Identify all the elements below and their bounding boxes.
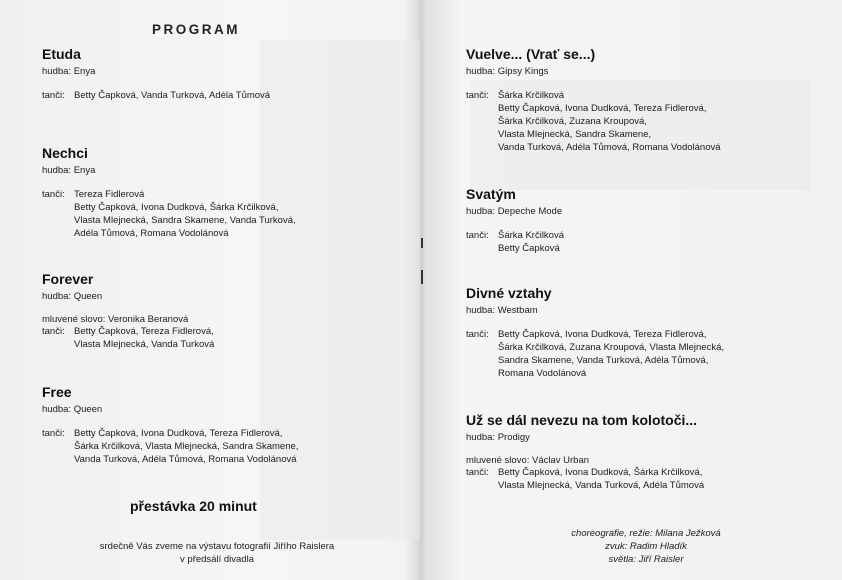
piece-dancers bbox=[466, 229, 826, 255]
piece-music: hudba: Enya bbox=[42, 66, 96, 77]
piece-dancers bbox=[466, 89, 826, 154]
piece-speaker: mluvené slovo: Václav Urban bbox=[466, 455, 590, 466]
dancers-label: tanči: bbox=[42, 326, 65, 337]
dancers-line: Betty Čapková, Ivona Dudková, Šárka Krčilková, bbox=[74, 202, 279, 213]
piece-speaker: mluvené slovo: Veronika Beranová bbox=[42, 314, 189, 325]
piece-dancers bbox=[42, 325, 402, 351]
piece-etuda bbox=[42, 46, 402, 102]
piece-dancers bbox=[466, 466, 826, 492]
piece-title: Svatým bbox=[466, 186, 516, 202]
piece-music: hudba: Queen bbox=[42, 291, 103, 302]
dancers-line: Vanda Turková, Adéla Tůmová, Romana Vodolánová bbox=[74, 454, 297, 465]
piece-music: hudba: Westbam bbox=[466, 305, 538, 316]
piece-free bbox=[42, 384, 402, 466]
dancers-line: Šárka Krčilková bbox=[498, 230, 564, 241]
spine-mark bbox=[421, 270, 423, 284]
invitation-line: v předsálí divadla bbox=[180, 554, 254, 565]
dancers-line: Betty Čapková bbox=[498, 243, 560, 254]
dancers-line: Vanda Turková, Adéla Tůmová, Romana Vodolánová bbox=[498, 142, 721, 153]
dancers-label: tanči: bbox=[466, 329, 489, 340]
exhibition-invitation bbox=[42, 540, 392, 566]
piece-music: hudba: Depeche Mode bbox=[466, 206, 563, 217]
piece-nechci bbox=[42, 145, 402, 240]
dancers-line: Šárka Krčilková bbox=[498, 90, 564, 101]
dancers-line: Sandra Skamene, Vanda Turková, Adéla Tůmová, bbox=[498, 355, 709, 366]
piece-dancers bbox=[42, 427, 402, 466]
piece-dancers bbox=[466, 328, 826, 380]
dancers-label: tanči: bbox=[466, 467, 489, 478]
piece-music: hudba: Prodigy bbox=[466, 432, 530, 443]
piece-title: Vuelve... (Vrať se...) bbox=[466, 46, 596, 62]
dancers-label: tanči: bbox=[42, 428, 65, 439]
dancers-line: Romana Vodolánová bbox=[498, 368, 587, 379]
dancers-label: tanči: bbox=[466, 90, 489, 101]
piece-dancers bbox=[42, 188, 402, 240]
piece-vuelve bbox=[466, 46, 826, 154]
dancers-label: tanči: bbox=[466, 230, 489, 241]
piece-music: hudba: Gipsy Kings bbox=[466, 66, 549, 77]
credit-line: zvuk: Radim Hladík bbox=[605, 541, 687, 552]
production-credits bbox=[466, 527, 826, 566]
dancers-line: Betty Čapková, Ivona Dudková, Šárka Krčilková, bbox=[498, 467, 703, 478]
dancers-line: Vlasta Mlejnecká, Sandra Skamene, Vanda Turková, bbox=[74, 215, 296, 226]
piece-title: Divné vztahy bbox=[466, 285, 552, 301]
spine-mark bbox=[421, 238, 423, 248]
dancers-label: tanči: bbox=[42, 189, 65, 200]
dancers-line: Šárka Krčilková, Zuzana Kroupová, bbox=[498, 116, 647, 127]
dancers-line: Šárka Krčilková, Vlasta Mlejnecká, Sandra Skamene, bbox=[74, 441, 299, 452]
piece-title: Forever bbox=[42, 271, 94, 287]
program-title: PROGRAM bbox=[152, 22, 240, 37]
dancers-line: Adéla Tůmová, Romana Vodolánová bbox=[74, 228, 229, 239]
piece-svatym bbox=[466, 186, 826, 255]
intermission: přestávka 20 minut bbox=[130, 498, 257, 514]
dancers-line: Betty Čapková, Ivona Dudková, Tereza Fidlerová, bbox=[498, 329, 707, 340]
piece-music: hudba: Queen bbox=[42, 404, 103, 415]
piece-title: Etuda bbox=[42, 46, 81, 62]
dancers-line: Betty Čapková, Vanda Turková, Adéla Tůmová bbox=[74, 90, 271, 101]
invitation-line: srdečně Vás zveme na výstavu fotografií Jiřího Raislera bbox=[99, 541, 335, 552]
dancers-line: Šárka Krčilková, Zuzana Kroupová, Vlasta Mlejnecká, bbox=[498, 342, 724, 353]
piece-title: Nechci bbox=[42, 145, 88, 161]
dancers-line: Betty Čapková, Tereza Fidlerová, bbox=[74, 326, 214, 337]
credit-line: světla: Jiří Raisler bbox=[608, 554, 684, 565]
piece-title: Už se dál nevezu na tom kolotoči... bbox=[466, 412, 698, 428]
piece-dancers bbox=[42, 89, 402, 102]
credit-line: choreografie, režie: Milana Ježková bbox=[571, 528, 721, 539]
dancers-line: Vlasta Mlejnecká, Sandra Skamene, bbox=[498, 129, 652, 140]
dancers-line: Betty Čapková, Ivona Dudková, Tereza Fidlerová, bbox=[74, 428, 283, 439]
dancers-label: tanči: bbox=[42, 90, 65, 101]
left-page bbox=[42, 0, 402, 580]
dancers-line: Betty Čapková, Ivona Dudková, Tereza Fidlerová, bbox=[498, 103, 707, 114]
dancers-line: Vlasta Mlejnecká, Vanda Turková bbox=[74, 339, 215, 350]
right-page bbox=[466, 0, 826, 580]
dancers-line: Tereza Fidlerová bbox=[74, 189, 145, 200]
piece-kolotoc bbox=[466, 412, 826, 492]
piece-forever bbox=[42, 271, 402, 351]
dancers-line: Vlasta Mlejnecká, Vanda Turková, Adéla Tůmová bbox=[498, 480, 705, 491]
piece-music: hudba: Enya bbox=[42, 165, 96, 176]
piece-divne-vztahy bbox=[466, 285, 826, 380]
piece-title: Free bbox=[42, 384, 72, 400]
